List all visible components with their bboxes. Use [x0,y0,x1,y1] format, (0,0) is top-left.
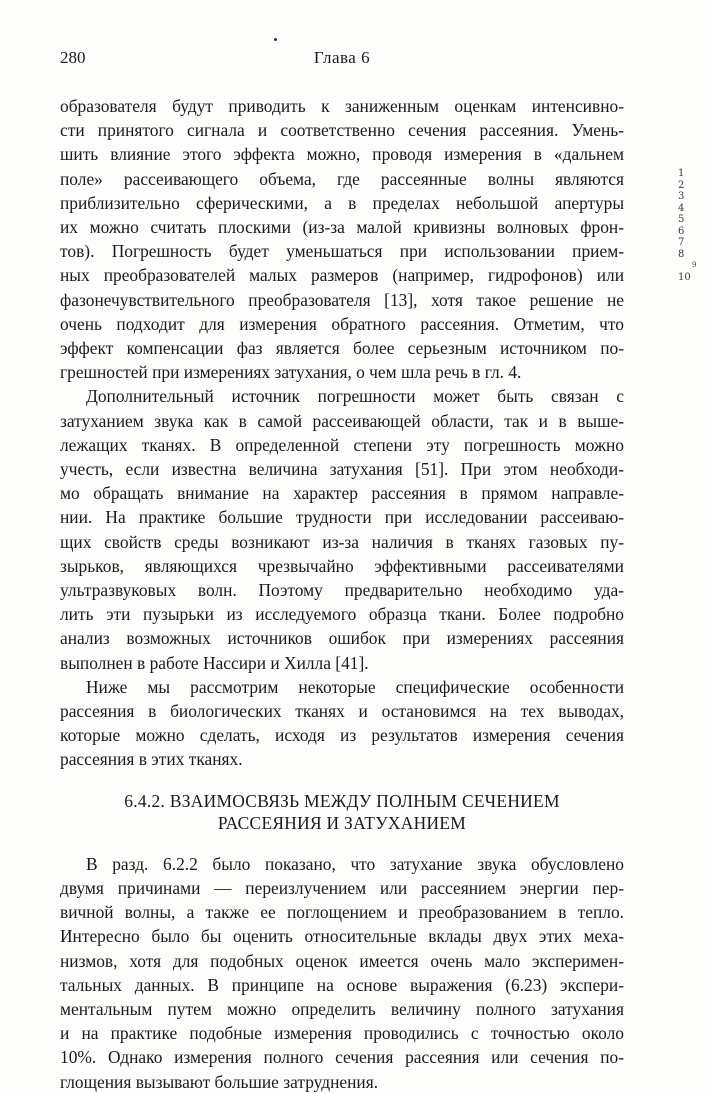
text-line: глощения вызывают большие затруднения. [60,1071,379,1092]
text-line: образователя будут приводить к заниженным оценкам интенсивно- [60,96,624,116]
page-number: 280 [60,48,86,67]
margin-number: 5 [678,214,685,225]
margin-number: 2 [678,179,685,191]
margin-number: 9 [692,261,697,269]
text-line: зырьков, являющихся чрезвычайно эффективными рассеивателями [60,555,624,576]
paragraph [60,675,624,772]
text-line: низмов, хотя для подобных оценок имеется очень мало эксперимен- [60,950,624,971]
text-line: мо обращать внимание на характер рассеяния в прямом направле- [60,483,624,504]
text-line: и на практике подобные измерения проводились с точностью около [60,1023,624,1044]
text-line: учесть, если известна величина затухания [51]. При этом необходи- [60,459,624,480]
text-line: Интересно было бы оценить относительные вклады двух этих меха- [60,926,624,947]
text-line: шить влияние этого эффекта можно, проводя измерения в «дальнем [60,144,624,165]
text-line: сти принятого сигнала и соответственно сечения рассеяния. Умень- [60,120,624,141]
text-line: их можно считать плоскими (из-за малой кривизны волновых фрон- [60,217,624,238]
text-line: ных преобразователей малых размеров (например, гидрофонов) или [60,265,624,286]
margin-number: 4 [678,202,685,214]
margin-number: 10 [678,271,691,283]
text-line: лежащих тканях. В определенной степени эту погрешность можно [60,434,624,455]
print-speck [274,38,277,41]
text-line: тов). Погрешность будет уменьшаться при использовании прием- [60,241,624,262]
text-line: эффект компенсации фаз является более серьезным источником по- [60,338,624,359]
text-line: ментальным путем можно определить величину полного затухания [60,998,624,1019]
body-text [60,94,624,1094]
text-line: лить эти пузырьки из исследуемого образца ткани. Более подробно [60,604,624,625]
margin-number: 7 [678,237,685,248]
text-line: грешностей при измерениях затухания, о чем шла речь в гл. 4. [60,362,522,383]
final-paragraph [60,852,624,1094]
section-heading [60,790,624,834]
text-line: 10%. Однако измерения полного сечения рассеяния или сечения по- [60,1047,624,1068]
section-heading-line-2: РАССЕЯНИЯ И ЗАТУХАНИЕМ [217,812,467,833]
paragraphs [60,94,624,772]
margin-number: 6 [678,225,685,237]
text-line: рассеяния в этих тканях. [60,749,243,770]
text-line: Ниже мы рассмотрим некоторые специфические особенности [86,676,624,697]
text-line: щих свойств среды возникают из-за наличия в тканях газовых пу- [60,531,624,552]
text-line: выполнен в работе Нассири и Хилла [41]. [60,652,369,673]
text-line: нии. На практике большие трудности при исследовании рассеиваю- [60,507,624,528]
text-line: анализ возможных источников ошибок при измерениях рассеяния [60,628,624,649]
text-line: затуханием звука как в самой рассеивающей области, так и в выше- [60,410,624,431]
margin-number: 8 [678,248,685,260]
text-line: вичной волны, а также ее поглощением и преобразованием в тепло. [60,902,624,923]
text-line: поле» рассеивающего объема, где рассеянные волны являются [60,168,624,189]
text-line: ультразвуковых волн. Поэтому предварительно необходимо уда- [60,580,624,601]
text-line: фазонечувствительного преобразователя [13], хотя такое решение не [60,289,624,310]
text-line: приблизительно сферическими, а в пределах небольшой апертуры [60,192,624,213]
section-heading-line-1: 6.4.2. ВЗАИМОСВЯЗЬ МЕЖДУ ПОЛНЫМ СЕЧЕНИЕМ [124,790,560,811]
text-line: двумя причинами — переизлучением или рассеянием энергии пер- [60,877,624,898]
chapter-title: Глава 6 [313,48,371,67]
paragraph [60,94,624,384]
text-line: рассеяния в биологических тканях и остановимся на тех выводах, [60,701,624,722]
text-line: которые можно сделать, исходя из результатов измерения сечения [60,725,624,746]
margin-line-numbers [678,168,704,283]
text-line: очень подходит для измерения обратного рассеяния. Отметим, что [60,313,624,334]
margin-number: 3 [678,191,685,202]
text-line: В разд. 6.2.2 было показано, что затухание звука обусловлено [86,853,624,874]
paragraph [60,384,624,674]
text-line: тальных данных. В принципе на основе выражения (6.23) экспери- [60,974,624,995]
text-line: Дополнительный источник погрешности может быть связан с [86,386,624,407]
margin-number: 1 [678,168,685,179]
paragraph [60,852,624,1094]
running-header [60,48,624,72]
